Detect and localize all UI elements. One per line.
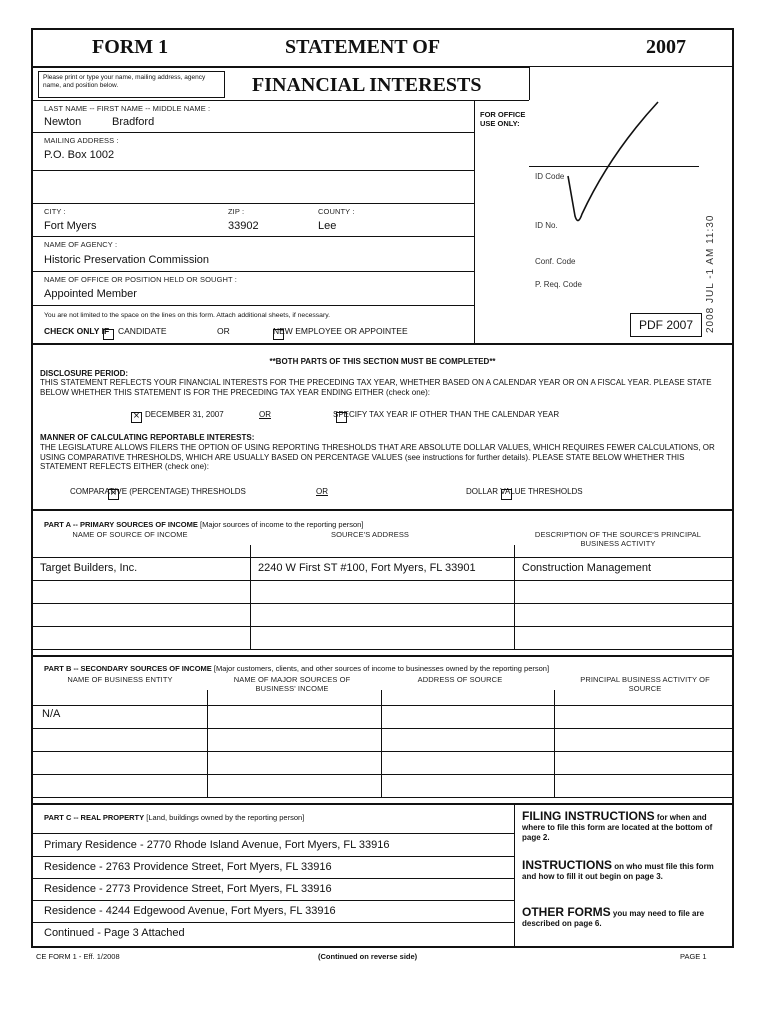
col-rule — [250, 545, 251, 649]
section-rule — [31, 509, 734, 511]
mailing-label: MAILING ADDRESS : — [44, 136, 119, 145]
rule — [31, 626, 734, 627]
agency-label: NAME OF AGENCY : — [44, 240, 118, 249]
city-label: CITY : — [44, 207, 66, 216]
form-label: FORM 1 — [92, 36, 169, 58]
or-label: OR — [217, 326, 230, 336]
comparative-label: COMPARATIVE (PERCENTAGE) THRESHOLDS — [70, 487, 246, 496]
pdf-stamp: PDF 2007 — [630, 313, 702, 337]
rule — [31, 236, 474, 237]
rule — [31, 833, 514, 834]
part-b-subheading: [Major customers, clients, and other sources of income to businesses owned by the reporting person] — [213, 664, 550, 673]
id-no-label: ID No. — [535, 221, 558, 230]
title-line2: FINANCIAL INTERESTS — [252, 74, 482, 96]
mailing-address: P.O. Box 1002 — [44, 149, 115, 161]
part-b-col1: NAME OF BUSINESS ENTITY — [67, 675, 173, 684]
who-instructions — [522, 860, 727, 882]
dec31-label: DECEMBER 31, 2007 — [145, 410, 224, 419]
manner-text: THE LEGISLATURE ALLOWS FILERS THE OPTION OF USING REPORTING THRESHOLDS THAT ARE ABSOLUTE DOLLAR VALUES, WHICH REQUIRES FEWER CALCULATIONS, OR USING COMPARATIVE THRESHOLDS, WHICH ARE USUALLY BASED ON PERCENTAGE VALUES (see instructions for further details). PLEASE STATE BELOW WHETHER THIS STATEMENT REFLECTS EITHER (check one): — [40, 443, 715, 471]
part-c-heading-line — [44, 813, 304, 822]
zip-value: 33902 — [228, 220, 259, 232]
county-value: Lee — [318, 220, 337, 232]
filing-bold: FILING INSTRUCTIONS — [522, 809, 655, 823]
part-a-heading-line — [44, 520, 363, 529]
part-b-row-1-name: N/A — [42, 708, 61, 720]
section-rule — [31, 803, 734, 805]
part-c-row-2: Residence - 2763 Providence Street, Fort Myers, FL 33916 — [44, 861, 332, 873]
candidate-label: CANDIDATE — [118, 326, 167, 336]
header-rule-b — [31, 100, 529, 101]
disclosure-heading: DISCLOSURE PERIOD: — [40, 369, 129, 378]
check-only-label: CHECK ONLY IF — [44, 326, 110, 336]
part-a-col2: SOURCE'S ADDRESS — [330, 530, 410, 539]
part-b-col4: PRINCIPAL BUSINESS ACTIVITY OF SOURCE — [580, 675, 710, 693]
dollar-label: DOLLAR VALUE THRESHOLDS — [466, 487, 583, 496]
or-label: OR — [316, 487, 328, 496]
rule — [31, 580, 734, 581]
other-text: you may need to file are described on page 6. — [522, 909, 705, 928]
rule — [31, 922, 514, 923]
footer-continued: (Continued on reverse side) — [318, 952, 418, 961]
part-c-row-1: Primary Residence - 2770 Rhode Island Avenue, Fort Myers, FL 33916 — [44, 839, 390, 851]
instr-bold: INSTRUCTIONS — [522, 858, 612, 872]
part-c-row-5: Continued - Page 3 Attached — [44, 927, 185, 939]
instruction-text: Please print or type your name, mailing address, agency name, and position below. — [43, 74, 206, 89]
office-label-2: USE ONLY: — [480, 119, 520, 128]
part-c-row-3: Residence - 2773 Providence Street, Fort Myers, FL 33916 — [44, 883, 332, 895]
id-code-label: ID Code — [535, 172, 565, 181]
section-rule — [31, 343, 734, 345]
rule — [31, 649, 734, 650]
manner-heading: MANNER OF CALCULATING REPORTABLE INTERESTS: — [40, 433, 255, 442]
col-rule — [381, 690, 382, 797]
filing-text: for when and where to file this form are located at the bottom of page 2. — [522, 813, 713, 842]
conf-code-label: Conf. Code — [535, 257, 576, 266]
rule — [31, 271, 474, 272]
rule — [31, 305, 474, 306]
header-rule-v — [529, 66, 530, 100]
part-c-row-4: Residence - 4244 Edgewood Avenue, Fort Myers, FL 33916 — [44, 905, 336, 917]
name-label: LAST NAME -- FIRST NAME -- MIDDLE NAME : — [44, 104, 211, 113]
agency-value: Historic Preservation Commission — [44, 254, 210, 266]
col-rule — [514, 803, 515, 946]
rule — [31, 203, 474, 204]
part-b-heading: PART B -- SECONDARY SOURCES OF INCOME — [44, 664, 212, 673]
part-a-subheading: [Major sources of income to the reporting person] — [200, 520, 364, 529]
filing-instructions — [522, 811, 727, 843]
candidate-checkbox[interactable] — [103, 329, 114, 340]
part-a-row-1-activity: Construction Management — [522, 562, 652, 574]
disclosure-banner: **BOTH PARTS OF THIS SECTION MUST BE COMPLETED** — [269, 357, 496, 366]
col-rule — [207, 690, 208, 797]
section-rule — [31, 655, 734, 657]
other-bold: OTHER FORMS — [522, 905, 611, 919]
office-label-1: FOR OFFICE — [480, 110, 526, 119]
rule — [31, 705, 734, 706]
rule — [31, 751, 734, 752]
rule — [31, 170, 474, 171]
part-c-heading: PART C -- REAL PROPERTY — [44, 813, 145, 822]
part-a-heading: PART A -- PRIMARY SOURCES OF INCOME — [44, 520, 198, 529]
rule — [31, 900, 514, 901]
position-label: NAME OF OFFICE OR POSITION HELD OR SOUGHT : — [44, 275, 237, 284]
office-divider — [474, 100, 475, 343]
rule — [31, 557, 734, 558]
city-value: Fort Myers — [44, 220, 97, 232]
footer-page: PAGE 1 — [680, 952, 707, 961]
rule — [31, 878, 514, 879]
part-b-col3: ADDRESS OF SOURCE — [417, 675, 503, 684]
header-rule-r — [529, 66, 734, 67]
instr-text: on who must file this form and how to fill it out begin on page 3. — [522, 862, 714, 881]
dec31-checkbox[interactable] — [131, 412, 142, 423]
header-rule — [31, 66, 529, 68]
received-stamp: 2008 JUL -1 AM 11:30 — [705, 214, 716, 333]
rule — [31, 728, 734, 729]
p-req-code-label: P. Req. Code — [535, 280, 582, 289]
position-value: Appointed Member — [44, 288, 137, 300]
part-a-row-1-name: Target Builders, Inc. — [40, 562, 138, 574]
last-name: Newton — [44, 116, 82, 128]
specify-label: SPECIFY TAX YEAR IF OTHER THAN THE CALENDAR YEAR — [333, 410, 560, 419]
or-label: OR — [259, 410, 271, 419]
rule — [31, 132, 474, 133]
col-rule — [514, 545, 515, 649]
part-b-col2: NAME OF MAJOR SOURCES OF BUSINESS' INCOME — [233, 675, 351, 693]
rule — [31, 603, 734, 604]
other-forms — [522, 907, 727, 929]
zip-label: ZIP : — [228, 207, 245, 216]
space-note: You are not limited to the space on the lines on this form. Attach additional sheets, if necessary. — [44, 312, 331, 319]
rule — [31, 856, 514, 857]
first-name: Bradford — [112, 116, 155, 128]
part-b-heading-line — [44, 664, 549, 673]
part-a-col1: NAME OF SOURCE OF INCOME — [72, 530, 188, 539]
part-a-col3: DESCRIPTION OF THE SOURCE'S PRINCIPAL BUSINESS ACTIVITY — [534, 530, 702, 548]
disclosure-text: THIS STATEMENT REFLECTS YOUR FINANCIAL INTERESTS FOR THE PRECEDING TAX YEAR, WHETHER BASED ON A CALENDAR YEAR OR ON A FISCAL YEAR. PLEASE STATE BELOW WHETHER THIS STATEMENT IS FOR THE PRECEDING TAX YEAR ENDING EITHER (check one): — [40, 378, 712, 397]
part-a-row-1-address: 2240 W First ST #100, Fort Myers, FL 33901 — [258, 562, 476, 574]
rule — [31, 774, 734, 775]
checkmark-signature-icon — [540, 94, 690, 240]
footer-form-id: CE FORM 1 - Eff. 1/2008 — [36, 952, 120, 961]
rule — [31, 797, 734, 798]
form-year: 2007 — [646, 36, 686, 58]
col-rule — [554, 690, 555, 797]
part-c-subheading: [Land, buildings owned by the reporting person] — [146, 813, 305, 822]
new-employee-label: NEW EMPLOYEE OR APPOINTEE — [273, 326, 408, 336]
title-line1: STATEMENT OF — [285, 36, 441, 58]
county-label: COUNTY : — [318, 207, 355, 216]
